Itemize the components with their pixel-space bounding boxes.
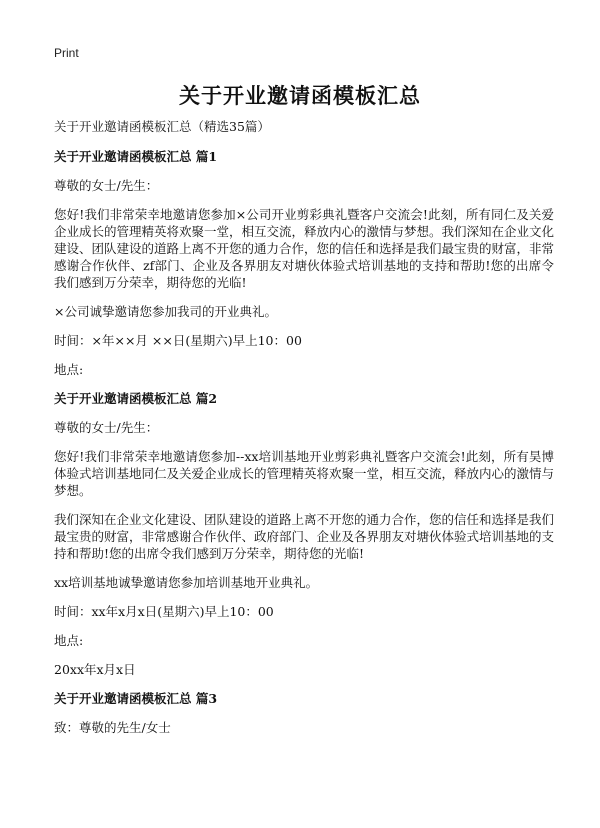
section-heading-2: 关于开业邀请函模板汇总 篇2 [54, 391, 218, 406]
salutation: 尊敬的女士/先生： [54, 420, 159, 435]
salutation: 尊敬的女士/先生： [54, 178, 159, 193]
location-line: 地点: [54, 362, 84, 377]
invitation-line: ×公司诚挚邀请您参加我司的开业典礼。 [54, 304, 277, 319]
invitation-line: xx培训基地诚挚邀请您参加培训基地开业典礼。 [54, 575, 319, 590]
section-heading-3: 关于开业邀请函模板汇总 篇3 [54, 691, 218, 706]
date-line: 20xx年x月x日 [54, 662, 136, 677]
body-paragraph: 您好!我们非常荣幸地邀请您参加×公司开业剪彩典礼暨客户交流会!此刻，所有同仁及关爱企业成长的管理精英将欢聚一堂，相互交流，释放内心的激情与梦想。我们深知在企业文化建设、团队建设的道路上离不开您的通力合作，您的信任和选择是我们最宝贵的财富，非常感谢合作伙伴、zf部门、企业及各界朋友对塘伙体验式培训基地的支持和帮助!您的出席令我们感到万分荣幸，期待您的光临! [54, 207, 555, 290]
location-line: 地点: [54, 633, 84, 648]
section-heading-1: 关于开业邀请函模板汇总 篇1 [54, 149, 218, 164]
salutation: 致：尊敬的先生/女士 [54, 720, 171, 735]
time-line: 时间：×年××月 ××日(星期六)早上10：00 [54, 333, 302, 348]
document-subtitle: 关于开业邀请函模板汇总（精选35篇） [54, 119, 270, 134]
body-paragraph: 您好!我们非常荣幸地邀请您参加--xx培训基地开业剪彩典礼暨客户交流会!此刻，所有昊博体验式培训基地同仁及关爱企业成长的管理精英将欢聚一堂，相互交流，释放内心的激情与梦想。 [54, 449, 555, 498]
time-line: 时间：xx年x月x日(星期六)早上10：00 [54, 604, 274, 619]
document-body [54, 118, 554, 748]
page-title: 关于开业邀请函模板汇总 [179, 84, 421, 108]
print-label[interactable]: Print [54, 46, 79, 60]
body-paragraph: 我们深知在企业文化建设、团队建设的道路上离不开您的通力合作，您的信任和选择是我们最宝贵的财富，非常感谢合作伙伴、政府部门、企业及各界朋友对塘伙体验式培训基地的支持和帮助!您的出席令我们感到万分荣幸，期待您的光临! [54, 512, 555, 561]
